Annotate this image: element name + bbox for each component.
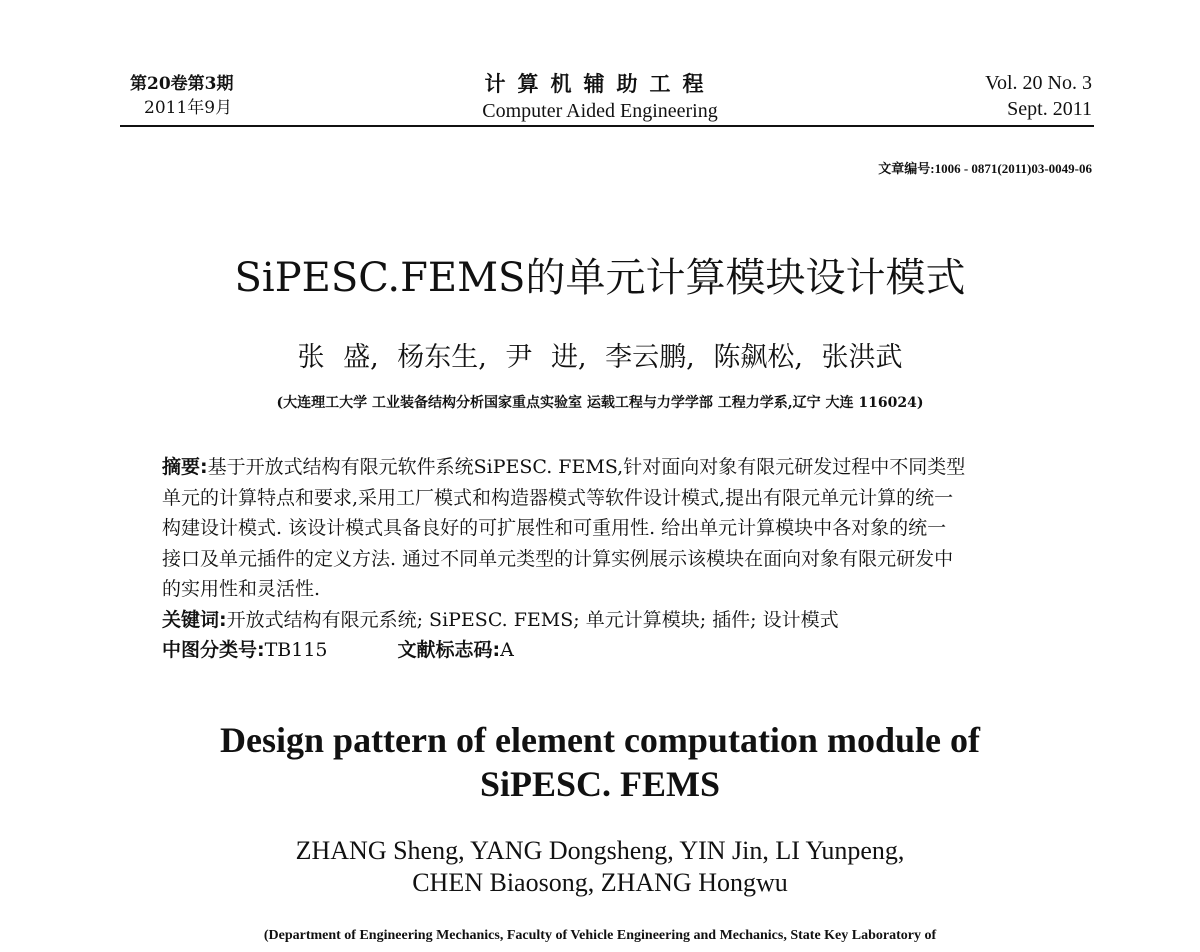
journal-name bbox=[300, 70, 900, 124]
abstract-line: 单元的计算特点和要求,采用工厂模式和构造器模式等软件设计模式,提出有限元单元计算的统一 bbox=[162, 486, 954, 509]
date-cn: 2011年9月 bbox=[144, 98, 233, 118]
classification-line bbox=[162, 635, 1062, 666]
journal-name-cn: 计算机辅助工程 bbox=[484, 71, 716, 96]
abstract-line: 构建设计模式. 该设计模式具备良好的可扩展性和可重用性. 给出单元计算模块中各对象的统一 bbox=[162, 517, 947, 539]
doc-code-label: 文献标志码: bbox=[397, 639, 501, 661]
journal-name-en: Computer Aided Engineering bbox=[482, 100, 718, 122]
authors-en bbox=[0, 835, 1200, 899]
date-en: Sept. 2011 bbox=[1007, 98, 1092, 120]
abstract-line: 接口及单元插件的定义方法. 通过不同单元类型的计算实例展示该模块在面向对象有限元研发中 bbox=[162, 547, 954, 570]
abstract-text: 基于开放式结构有限元软件系统SiPESC. FEMS,针对面向对象有限元研发过程中不同类型 bbox=[207, 456, 966, 478]
keywords-label: 关键词: bbox=[162, 608, 227, 631]
title-en-line: Design pattern of element computation module of bbox=[220, 720, 980, 760]
keywords-line bbox=[162, 605, 1062, 636]
clc-label: 中图分类号: bbox=[162, 639, 265, 661]
authors-cn: 张 盛, 杨东生, 尹 进, 李云鹏, 陈飙松, 张洪武 bbox=[297, 342, 903, 373]
volume-issue-en: Vol. 20 No. 3 bbox=[985, 72, 1092, 94]
abstract-block bbox=[162, 452, 1062, 666]
affiliation-en: (Department of Engineering Mechanics, Faculty of Vehicle Engineering and Mechanics, State Key Laboratory of bbox=[263, 928, 937, 943]
header-issue-en bbox=[985, 70, 1092, 122]
authors-en-line: ZHANG Sheng, YANG Dongsheng, YIN Jin, LI Yunpeng, bbox=[295, 836, 905, 865]
volume-issue-cn: 第20卷第3期 bbox=[130, 74, 234, 94]
title-en bbox=[0, 718, 1200, 806]
keywords-text: 开放式结构有限元系统; SiPESC. FEMS; 单元计算模块; 插件; 设计模式 bbox=[226, 608, 839, 631]
article-number: 文章编号:1006 - 0871(2011)03-0049-06 bbox=[878, 161, 1092, 176]
clc-value: TB115 bbox=[264, 639, 328, 661]
doc-code-value: A bbox=[500, 639, 514, 661]
title-en-line: SiPESC. FEMS bbox=[479, 764, 721, 804]
header-issue-cn bbox=[130, 72, 234, 120]
authors-en-line: CHEN Biaosong, ZHANG Hongwu bbox=[412, 868, 788, 897]
title-cn: SiPESC.FEMS的单元计算模块设计模式 bbox=[234, 255, 966, 301]
affiliation-cn: (大连理工大学 工业装备结构分析国家重点实验室 运载工程与力学学部 工程力学系,辽宁 大连 116024) bbox=[276, 395, 924, 411]
abstract-line: 的实用性和灵活性. bbox=[162, 578, 321, 600]
abstract-label: 摘要: bbox=[162, 456, 208, 478]
abstract-line bbox=[162, 452, 1062, 483]
header-divider bbox=[120, 125, 1094, 127]
